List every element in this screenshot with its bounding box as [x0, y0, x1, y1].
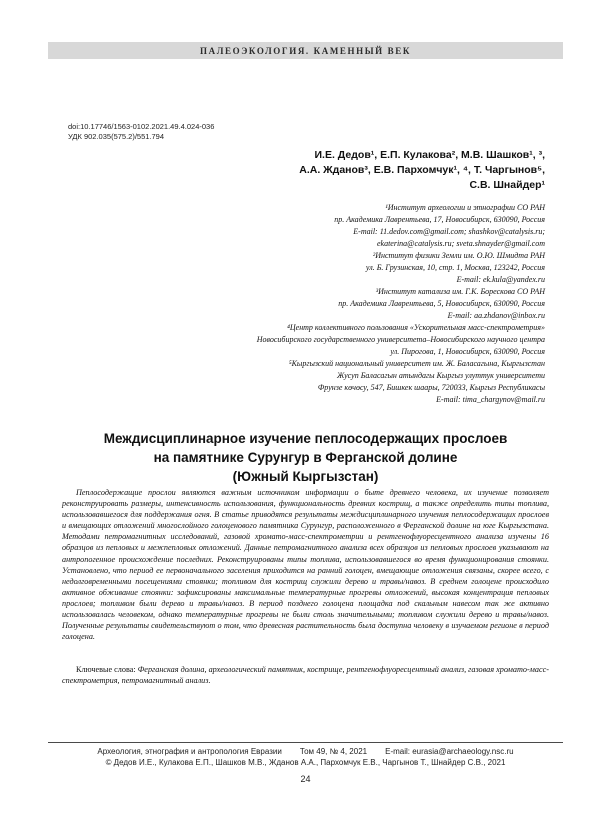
affiliation-line: Фрунзе көчөсу, 547, Бишкек шаары, 720033, Кыргыз Республикасы — [317, 383, 545, 392]
authors-block — [299, 148, 545, 194]
affiliation-line: пр. Академика Лаврентьева, 17, Новосибирск, 630090, Россия — [334, 215, 545, 224]
article-title — [0, 429, 611, 486]
affiliation-line: ³Институт катализа им. Г.К. Борескова СО РАН — [375, 287, 545, 296]
affiliation-line: E-mail: 11.dedov.com@gmail.com; shashkov@catalysis.ru; — [353, 227, 545, 236]
page-number: 24 — [300, 774, 311, 784]
udk-text: УДК 902.035(575.2)/551.794 — [68, 131, 165, 141]
affiliation-line: ул. Б. Грузинская, 10, стр. 1, Москва, 123242, Россия — [365, 263, 545, 272]
affiliation-line: Новосибирского государственного университета–Новосибирского научного центра — [256, 335, 545, 344]
affiliation-line: ⁴Центр коллективного пользования «Ускорительная масс-спектрометрия» — [287, 323, 545, 332]
affiliation-line: ekaterina@catalysis.ru; sveta.shnayder@gmail.com — [376, 239, 545, 248]
author-line: А.А. Жданов³, Е.В. Пархомчук¹, ⁴, Т. Чаргынов⁵, — [299, 164, 545, 177]
journal-name: Археология, этнография и антропология Евразии — [97, 747, 282, 756]
affiliation-line: ул. Пирогова, 1, Новосибирск, 630090, Россия — [390, 347, 545, 356]
footer-journal-line — [0, 747, 611, 756]
affiliations-block — [257, 202, 545, 406]
footer-divider — [48, 742, 563, 743]
author-line: И.Е. Дедов¹, Е.П. Кулакова², М.В. Шашков¹, ³, — [314, 149, 545, 161]
abstract-paragraph: Пеплосодержащие прослои являются важным источником информации о быте древнего человека, их изучение позволяет реконструировать размеры, интенсивность использования, функциональность древних кострищ, а также определить типы топлива, использовавшегося для поддержания огня. В статье приводятся результаты междисциплинарного изучения пеплосодержащих прослоев и вмещающих отложений многослойного голоценового памятника Сурунгур, расположенного в Ферганской долине на юге Кыргызстана. Методами петромагнитных исследований, газовой хромато-масс-спектрометрии и рентгенофлуоресцентного анализа изучены 16 образцов из пепловых и межпепловых отложений. Данные петромагнитного анализа всех образцов из пепловых прослоев указывают на антропогенное происхождение последних. Реконструированы типы топлива, использовавшегося во время функционирования стоянки. Установлено, что период ее первоначального заселения приходится на ранний голоцен, вмещающие отложения связаны, скорее всего, с недолговременными посещениями стоянки; топливом для кострищ служили дерево и травы/навоз. В среднем голоцене происходило активное обживание стоянки: зафиксированы максимальные температурные прогревы отложений, высокая концентрация пепловых прослоев; топливом были дерево и травы/навоз. В период позднего голоцена площадка под скальным навесом так же активно использовалась человеком, однако температурные прогревы не были столь значительными; топливом служили дерево и травы/навоз. Полученные результаты свидетельствуют о том, что древесная растительность была доступна человеку в изучаемом регионе в период голоцена. — [62, 488, 549, 642]
title-line: (Южный Кыргызстан) — [232, 469, 379, 484]
copyright-line: © Дедов И.Е., Кулакова Е.П., Шашков М.В., Жданов А.А., Пархомчук Е.В., Чаргынов Т., Шнайдер С.В., 2021 — [105, 758, 506, 767]
author-line: С.В. Шнайдер¹ — [469, 179, 545, 192]
journal-email: E-mail: eurasia@archaeology.nsc.ru — [385, 747, 514, 756]
affiliation-line: E-mail: tima_chargynov@mail.ru — [436, 395, 545, 404]
affiliation-line: E-mail: ek.kula@yandex.ru — [456, 275, 545, 284]
keywords-paragraph — [62, 664, 549, 686]
section-header-text: ПАЛЕОЭКОЛОГИЯ. КАМЕННЫЙ ВЕК — [200, 45, 411, 56]
affiliation-line: E-mail: aa.zhdanov@inbox.ru — [447, 311, 545, 320]
issue-info: Том 49, № 4, 2021 — [299, 747, 368, 756]
affiliation-line: Жусуп Баласагын атындагы Кыргыз улуттук университети — [337, 371, 545, 380]
keywords-text: Ферганская долина, археологический памятник, кострище, рентгенофлуоресцентный анализ, газовая хромато-масс-спектрометрия, петромагнитный анализ. — [62, 665, 549, 686]
affiliation-line: ¹Институт археологии и этнографии СО РАН — [385, 203, 545, 212]
doi-text: doi:10.17746/1563-0102.2021.49.4.024-036 — [68, 122, 215, 131]
affiliation-line: ⁵Кыргызский национальный университет им. Ж. Баласагына, Кыргызстан — [288, 359, 545, 368]
affiliation-line: пр. Академика Лаврентьева, 5, Новосибирск, 630090, Россия — [338, 299, 545, 308]
affiliation-line: ²Институт физики Земли им. О.Ю. Шмидта РАН — [372, 251, 545, 260]
keywords-label: Ключевые слова: — [76, 665, 136, 674]
section-header-band — [48, 42, 563, 59]
title-line: на памятнике Сурунгур в Ферганской долине — [153, 450, 458, 465]
title-line: Междисциплинарное изучение пеплосодержащих прослоев — [103, 431, 508, 446]
article-meta — [68, 122, 214, 141]
